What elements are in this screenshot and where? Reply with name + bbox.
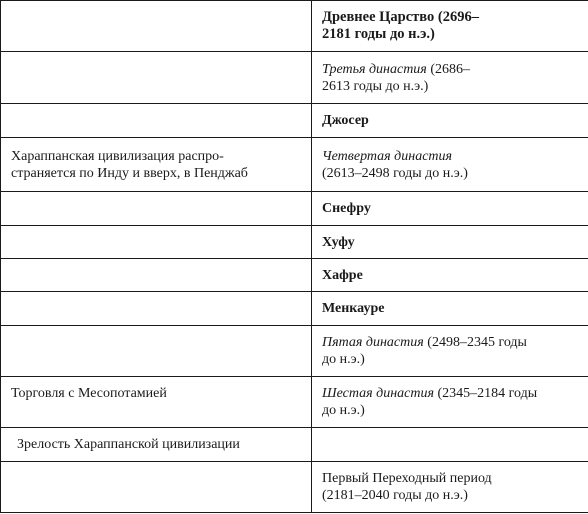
pharaoh-name: Менкауре [322, 301, 385, 316]
left-cell [1, 377, 312, 428]
dynasty-name: Четвертая династия [322, 148, 453, 164]
table-row [1, 326, 588, 377]
left-cell [1, 428, 312, 462]
pharaoh-name: Хафре [322, 267, 363, 283]
dynasty-dates: (2613–2498 годы до н.э.) [322, 165, 468, 181]
right-cell [312, 52, 588, 104]
dynasty-dates: (2686– 2613 годы до н.э.) [322, 61, 470, 94]
left-cell [1, 226, 312, 259]
table-row [1, 1, 588, 52]
table-row [1, 104, 588, 138]
right-cell [312, 326, 588, 377]
table-row [1, 428, 588, 462]
left-cell [1, 104, 312, 138]
left-cell [1, 52, 312, 104]
right-cell [312, 1, 588, 52]
table-row [1, 138, 588, 192]
table-row [1, 192, 588, 226]
event-text: Зрелость Хараппанской цивилизации [17, 437, 240, 452]
table-row [1, 52, 588, 104]
dynasty-dates: (2498–2345 годы до н.э.) [322, 335, 527, 367]
left-cell [1, 292, 312, 326]
right-cell [312, 292, 588, 326]
pharaoh-name: Джосер [322, 113, 369, 128]
right-cell [312, 462, 588, 513]
right-cell [312, 104, 588, 138]
right-cell [312, 428, 588, 462]
table-row [1, 292, 588, 326]
dynasty-name: Шестая династия [322, 386, 434, 401]
pharaoh-name: Хуфу [322, 234, 355, 250]
left-cell [1, 192, 312, 226]
left-cell [1, 138, 312, 192]
period-text: Первый Переходный период (2181–2040 годы до н.э.) [322, 471, 492, 503]
right-cell [312, 259, 588, 292]
right-cell [312, 192, 588, 226]
left-cell [1, 462, 312, 513]
right-cell [312, 377, 588, 428]
table-row [1, 462, 588, 513]
left-cell [1, 259, 312, 292]
right-cell [312, 138, 588, 192]
dynasty-name: Пятая династия [322, 335, 424, 350]
event-text: Торговля с Месопотамией [11, 386, 167, 401]
table-row [1, 226, 588, 259]
right-cell [312, 226, 588, 259]
left-cell [1, 326, 312, 377]
dynasty-name: Третья династия [322, 61, 427, 77]
event-text: Хараппанская цивилизация распро- страняется по Инду и вверх, в Пенджаб [11, 148, 248, 181]
period-heading: Древнее Царство (2696– 2181 годы до н.э.) [322, 9, 479, 42]
table-row [1, 259, 588, 292]
table-row [1, 377, 588, 428]
left-cell [1, 1, 312, 52]
dynasty-dates: (2345–2184 годы до н.э.) [322, 386, 538, 418]
pharaoh-name: Снефру [322, 201, 371, 216]
